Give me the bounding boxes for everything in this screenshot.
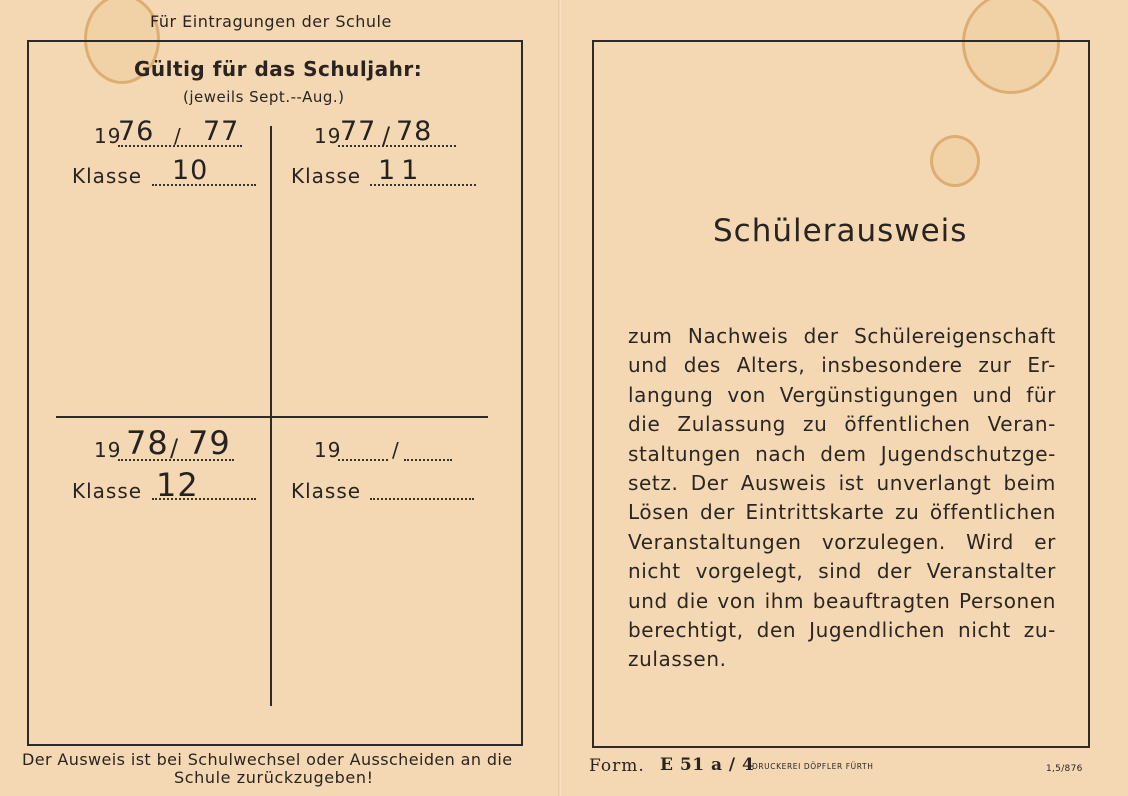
entry3-year-start: 78 [126, 424, 169, 462]
entry4-slash: / [392, 438, 400, 462]
entry1-year-start: 76 [118, 116, 155, 147]
validity-heading: Gültig für das Schuljahr: [134, 57, 423, 81]
form-label: Form. [589, 756, 645, 776]
entry4-year-dots-b [404, 459, 452, 461]
entry2-year-start: 77 [340, 116, 377, 147]
entry3-year-prefix: 19 [94, 438, 122, 462]
body-line: und die von ihm beauftragten Personen [628, 588, 1056, 613]
entry3-slash: / [170, 434, 180, 462]
entry1-year-end: 77 [203, 116, 240, 147]
body-line: langung von Vergünstigungen und für [628, 382, 1056, 407]
entry1-class-value: 10 [172, 155, 209, 186]
body-line: Lösen der Eintrittskarte zu öffentlichen [628, 500, 1056, 525]
entry1-class-label: Klasse [72, 164, 143, 188]
return-notice-line2: Schule zurückzugeben! [174, 768, 374, 787]
entry4-year-dots-a [338, 459, 388, 461]
entry2-year-prefix: 19 [314, 124, 342, 148]
entry3-class-value: 12 [156, 466, 199, 504]
entry2-year-end: 78 [396, 116, 433, 147]
entry4-class-dots [370, 498, 474, 500]
validity-subheading: (jeweils Sept.--Aug.) [183, 88, 345, 106]
entry4-class-label: Klasse [291, 479, 362, 503]
body-line: berechtigt, den Jugendlichen nicht zu- [628, 617, 1056, 642]
entry2-slash: / [382, 122, 392, 150]
entry3-class-label: Klasse [72, 479, 143, 503]
entry1-year-prefix: 19 [94, 124, 122, 148]
center-fold [558, 0, 561, 796]
body-line: staltungen nach dem Jugendschutzge- [628, 441, 1056, 466]
body-line: zum Nachweis der Schülereigenschaft [628, 324, 1056, 348]
document-title: Schülerausweis [713, 213, 968, 249]
body-line: und des Alters, insbesondere zur Er- [628, 353, 1056, 378]
entry4-year-prefix: 19 [314, 438, 342, 462]
school-entries-note: Für Eintragungen der Schule [150, 12, 392, 31]
body-line: Veranstaltungen vorzulegen. Wird er [628, 529, 1056, 554]
body-line: setz. Der Ausweis ist unverlangt beim [628, 470, 1056, 495]
entry3-year-end: 79 [188, 424, 231, 462]
entry2-class-label: Klasse [291, 164, 362, 188]
print-code: 1,5/876 [1046, 764, 1083, 774]
body-line: nicht vorgelegt, sind der Veranstalter [628, 559, 1056, 584]
entry1-slash: / [174, 124, 182, 148]
form-number: E 51 a / 4 [660, 755, 755, 775]
grid-horizontal-line [56, 416, 488, 418]
body-line: zulassen. [628, 647, 727, 672]
return-notice-line1: Der Ausweis ist bei Schulwechsel oder Ausscheiden an die [22, 750, 513, 769]
body-line: die Zulassung zu öffentlichen Veran- [628, 412, 1056, 437]
printer-imprint: DRUCKEREI DÖPFLER FÜRTH [752, 762, 874, 771]
entry2-class-value: 11 [378, 155, 425, 186]
legal-body-text [628, 322, 1056, 675]
